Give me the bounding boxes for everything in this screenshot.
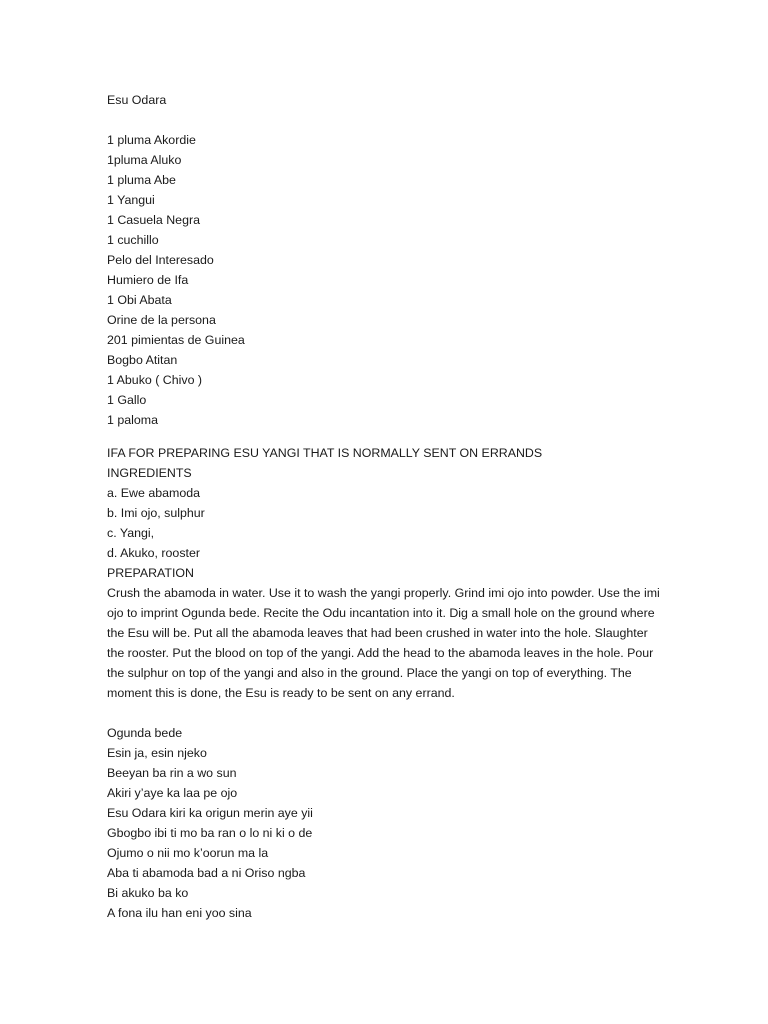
verse-block	[107, 723, 667, 923]
list-item: 1 cuchillo	[107, 233, 159, 247]
list-item: Bogbo Atitan	[107, 353, 178, 367]
verse-line: Esin ja, esin njeko	[107, 746, 207, 760]
list-item: 1pluma Aluko	[107, 153, 182, 167]
verse-line: Aba ti abamoda bad a ni Oriso ngba	[107, 866, 306, 880]
verse-line: Ogunda bede	[107, 726, 183, 740]
document-title: Esu Odara	[107, 93, 167, 107]
list-item: 1 Yangui	[107, 193, 155, 207]
list-item: 1 pluma Akordie	[107, 133, 196, 147]
list-item: 201 pimientas de Guinea	[107, 333, 245, 347]
verse-line: Ojumo o nii mo k’oorun ma la	[107, 846, 269, 860]
list-item: 1 pluma Abe	[107, 173, 176, 187]
verse-line: Akiri y’aye ka laa pe ojo	[107, 786, 238, 800]
list-item: Humiero de Ifa	[107, 273, 189, 287]
document-page	[107, 90, 667, 923]
verse-line: A fona ilu han eni yoo sina	[107, 906, 252, 920]
ingredients-label: INGREDIENTS	[107, 466, 192, 480]
section-heading: IFA FOR PREPARING ESU YANGI THAT IS NORMALLY SENT ON ERRANDS	[107, 446, 543, 460]
ingredient-item: c. Yangi,	[107, 526, 155, 540]
list-item: 1 paloma	[107, 413, 158, 427]
list-item: Pelo del Interesado	[107, 253, 214, 267]
list-item: 1 Obi Abata	[107, 293, 172, 307]
spacer	[107, 110, 667, 130]
materials-list	[107, 130, 667, 430]
ingredient-item: a. Ewe abamoda	[107, 486, 200, 500]
verse-line: Beeyan ba rin a wo sun	[107, 766, 237, 780]
list-item: Orine de la persona	[107, 313, 216, 327]
preparation-paragraph: Crush the abamoda in water. Use it to wash the yangi properly. Grind imi ojo into powder. Use the imi ojo to imprint Ogunda bede. Recite the Odu incantation into it. Dig a small hole on the ground where the Esu will be. Put all the abamoda leaves that had been crushed in water into the hole. Slaughter the rooster. Put the blood on top of the yangi. Add the head to the abamoda leaves in the hole. Pour the sulphur on top of the yangi and also in the ground. Place the yangi on top of everything. The moment this is done, the Esu is ready to be sent on any errand.	[107, 586, 660, 700]
list-item: 1 Gallo	[107, 393, 147, 407]
verse-line: Bi akuko ba ko	[107, 886, 189, 900]
esu-yangi-section	[107, 443, 667, 703]
list-item: 1 Casuela Negra	[107, 213, 200, 227]
spacer	[107, 430, 667, 443]
list-item: 1 Abuko ( Chivo )	[107, 373, 203, 387]
preparation-label: PREPARATION	[107, 566, 194, 580]
spacer	[107, 703, 667, 723]
ingredient-item: d. Akuko, rooster	[107, 546, 200, 560]
verse-line: Gbogbo ibi ti mo ba ran o lo ni ki o de	[107, 826, 313, 840]
verse-line: Esu Odara kiri ka origun merin aye yii	[107, 806, 313, 820]
ingredient-item: b. Imi ojo, sulphur	[107, 506, 205, 520]
